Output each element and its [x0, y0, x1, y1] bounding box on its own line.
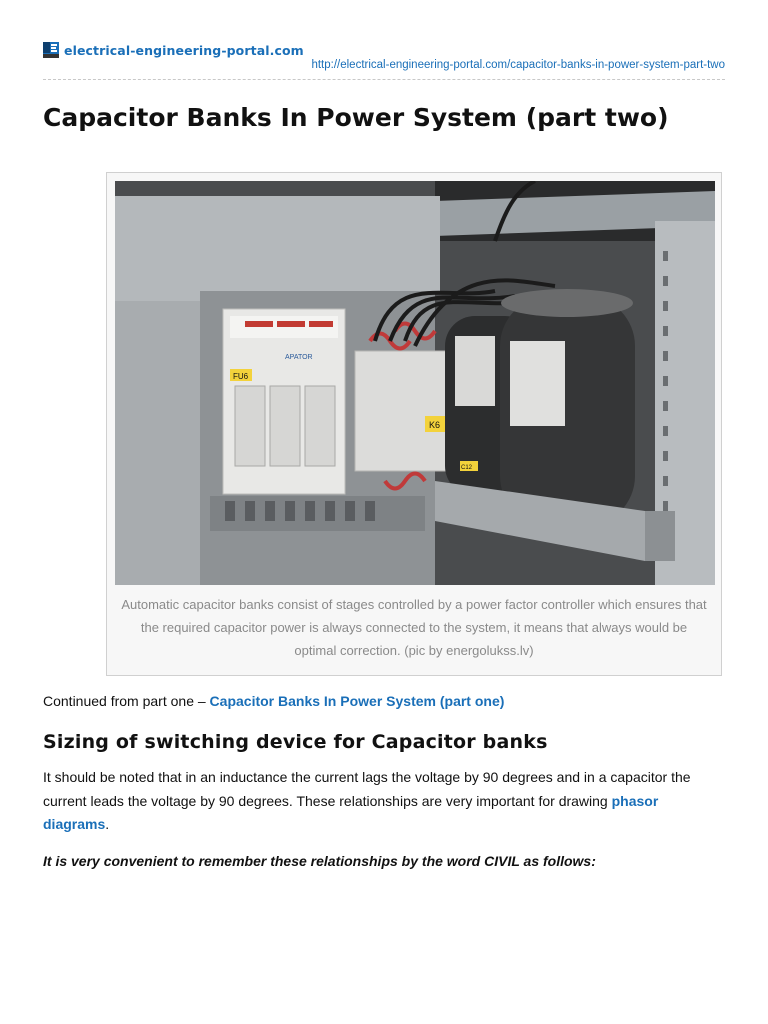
continued-prefix: Continued from part one –: [43, 693, 210, 709]
paragraph-end: .: [105, 816, 110, 832]
continued-from-line: [43, 693, 504, 709]
article-url-link[interactable]: http://electrical-engineering-portal.com/capacitor-banks-in-power-system-part-two: [311, 59, 725, 71]
emphasis-paragraph: It is very convenient to remember these relationships by the word CIVIL as follows:: [43, 853, 596, 869]
fuse-label: FU6: [233, 372, 249, 381]
capacitor-left-label: C12: [461, 465, 473, 471]
site-name-link[interactable]: electrical-engineering-portal.com: [64, 43, 304, 58]
page-title: Capacitor Banks In Power System (part two): [43, 103, 669, 132]
site-header: [43, 42, 725, 82]
portal-logo-icon[interactable]: [43, 42, 59, 58]
header-divider: [43, 79, 725, 80]
body-paragraph: [43, 766, 725, 837]
article-figure: [106, 172, 722, 676]
part-one-link[interactable]: Capacitor Banks In Power System (part one): [209, 693, 505, 709]
phasor-diagrams-link[interactable]: phasor diagrams: [43, 792, 659, 832]
section-heading: Sizing of switching device for Capacitor banks: [43, 731, 548, 753]
brand-label: APATOR: [285, 354, 313, 361]
contactor-label: K6: [429, 420, 441, 430]
capacitor-bank-photo[interactable]: [115, 181, 715, 585]
figure-caption: Automatic capacitor banks consist of stages controlled by a power factor controller which ensures that the required capacitor power is always connected to the system, it means that always would be optimal correction. (pic by energolukss.lv): [121, 597, 707, 658]
paragraph-text: It should be noted that in an inductance the current lags the voltage by 90 degrees and in a capacitor the current leads the voltage by 90 degrees. These relationships are very important for drawing: [43, 769, 691, 809]
